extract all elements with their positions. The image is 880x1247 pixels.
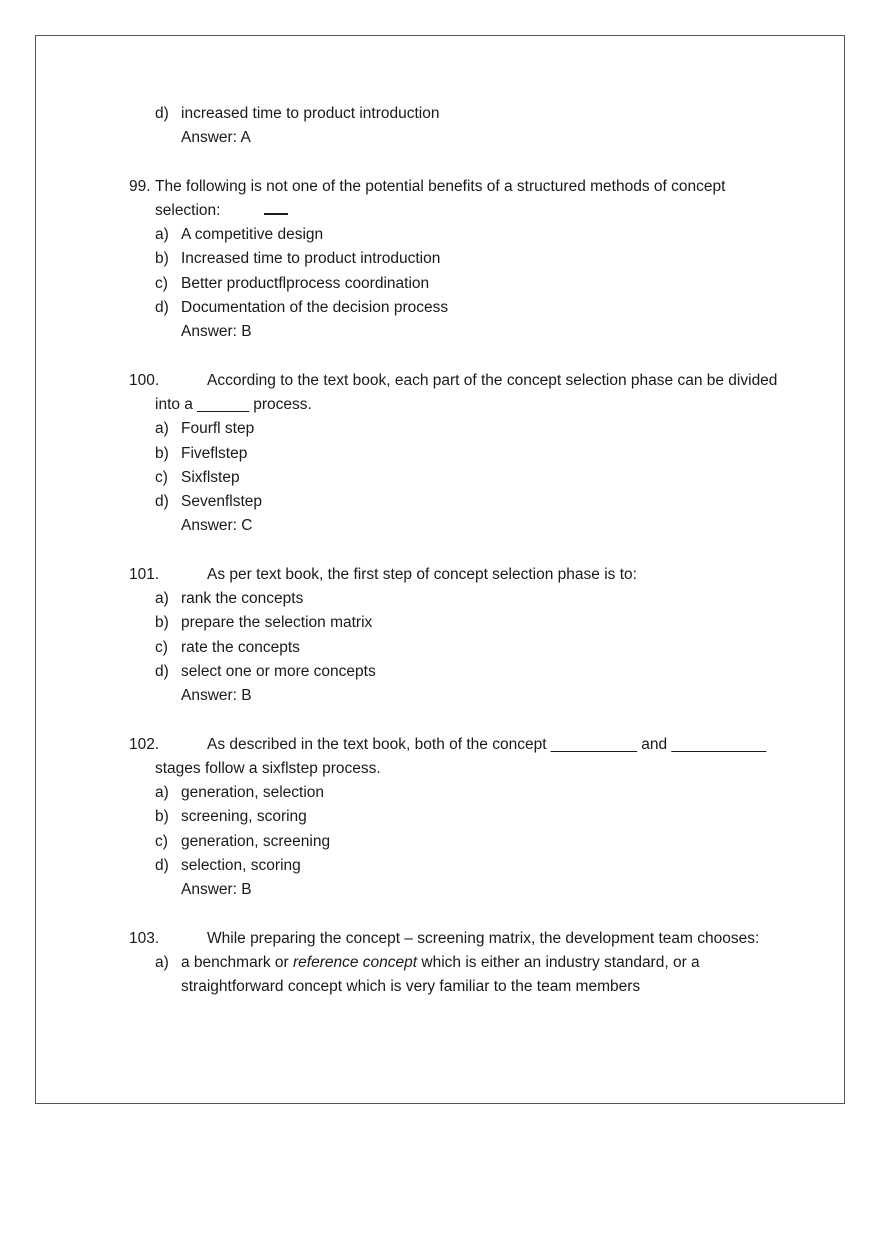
option-letter: a) — [155, 953, 169, 971]
option-c — [129, 830, 779, 854]
option-text: selection, scoring — [181, 857, 301, 875]
question-stem — [129, 927, 779, 951]
option-text: screening, scoring — [181, 808, 307, 826]
option-text: Sevenflstep — [181, 493, 262, 511]
option-text: prepare the selection matrix — [181, 614, 373, 632]
question-99 — [129, 175, 779, 345]
option-text: select one or more concepts — [181, 662, 376, 680]
question-102 — [129, 733, 779, 903]
option-letter: d) — [155, 493, 169, 511]
option-letter: d) — [155, 105, 169, 122]
question-stem — [129, 733, 779, 782]
option-letter: b) — [155, 444, 169, 462]
option-text: Documentation of the decision process — [181, 299, 449, 317]
option-c — [129, 272, 779, 296]
question-number: 102. — [129, 735, 160, 753]
answer: Answer: C — [181, 517, 253, 535]
option-d — [129, 102, 779, 126]
option-letter: b) — [155, 250, 169, 268]
option-b — [129, 247, 779, 271]
option-d — [129, 854, 779, 878]
question-text: As per text book, the first step of concept selection phase is to: — [207, 565, 637, 583]
option-text: Sixflstep — [181, 468, 240, 486]
question-98-tail — [129, 102, 779, 151]
option-text: A competitive design — [181, 226, 324, 244]
option-text: Fourfl step — [181, 420, 255, 438]
option-text: Better productflprocess coordination — [181, 274, 430, 292]
question-101 — [129, 563, 779, 709]
question-number: 100. — [129, 371, 160, 389]
option-text — [181, 954, 700, 995]
document-content — [129, 102, 779, 1024]
option-c — [129, 466, 779, 490]
option-text: Fiveflstep — [181, 444, 248, 462]
answer: Answer: B — [181, 323, 252, 341]
option-letter: a) — [155, 226, 169, 244]
option-text-italic: reference concept — [293, 953, 418, 971]
option-b — [129, 611, 779, 635]
question-number: 101. — [129, 565, 160, 583]
answer-blank — [264, 199, 288, 215]
option-letter: d) — [155, 857, 169, 875]
option-text-after: which is either an industry standard, or a straightforward concept which is very familiar to the team members — [181, 953, 700, 996]
answer: Answer: B — [181, 687, 252, 705]
answer: Answer: B — [181, 881, 252, 899]
option-a — [129, 417, 779, 441]
option-a — [129, 223, 779, 247]
question-text: According to the text book, each part of the concept selection phase can be divided into a ______ process. — [155, 371, 778, 413]
option-text: rank the concepts — [181, 590, 304, 608]
question-stem — [129, 369, 779, 418]
option-letter: b) — [155, 808, 169, 826]
option-d — [129, 296, 779, 320]
option-text: Increased time to product introduction — [181, 250, 441, 268]
option-a — [129, 951, 779, 1000]
option-a — [129, 781, 779, 805]
question-stem — [129, 175, 779, 224]
question-103 — [129, 927, 779, 1000]
option-c — [129, 636, 779, 660]
question-100 — [129, 369, 779, 539]
option-letter: c) — [155, 274, 168, 292]
option-letter: d) — [155, 662, 169, 680]
option-letter: a) — [155, 784, 169, 802]
option-b — [129, 442, 779, 466]
option-a — [129, 587, 779, 611]
option-d — [129, 490, 779, 514]
question-stem — [129, 563, 779, 587]
answer: Answer: A — [181, 129, 251, 147]
question-text: The following is not one of the potential benefits of a structured methods of concept selection: — [155, 177, 726, 219]
option-b — [129, 805, 779, 829]
option-letter: c) — [155, 832, 168, 850]
option-letter: c) — [155, 638, 168, 656]
option-d — [129, 660, 779, 684]
option-text: generation, selection — [181, 784, 325, 802]
question-text: As described in the text book, both of the concept __________ and ___________ stages follow a sixflstep process. — [155, 735, 767, 777]
question-number: 103. — [129, 929, 160, 947]
option-text: increased time to product introduction — [181, 105, 440, 122]
option-letter: d) — [155, 299, 169, 317]
option-text: generation, screening — [181, 832, 331, 850]
option-letter: c) — [155, 468, 168, 486]
option-letter: a) — [155, 420, 169, 438]
question-text: While preparing the concept – screening matrix, the development team chooses: — [207, 929, 760, 947]
option-letter: a) — [155, 590, 169, 608]
question-number: 99. — [129, 177, 151, 195]
option-text: rate the concepts — [181, 638, 300, 656]
option-letter: b) — [155, 614, 169, 632]
option-text-before: a benchmark or — [181, 953, 293, 971]
